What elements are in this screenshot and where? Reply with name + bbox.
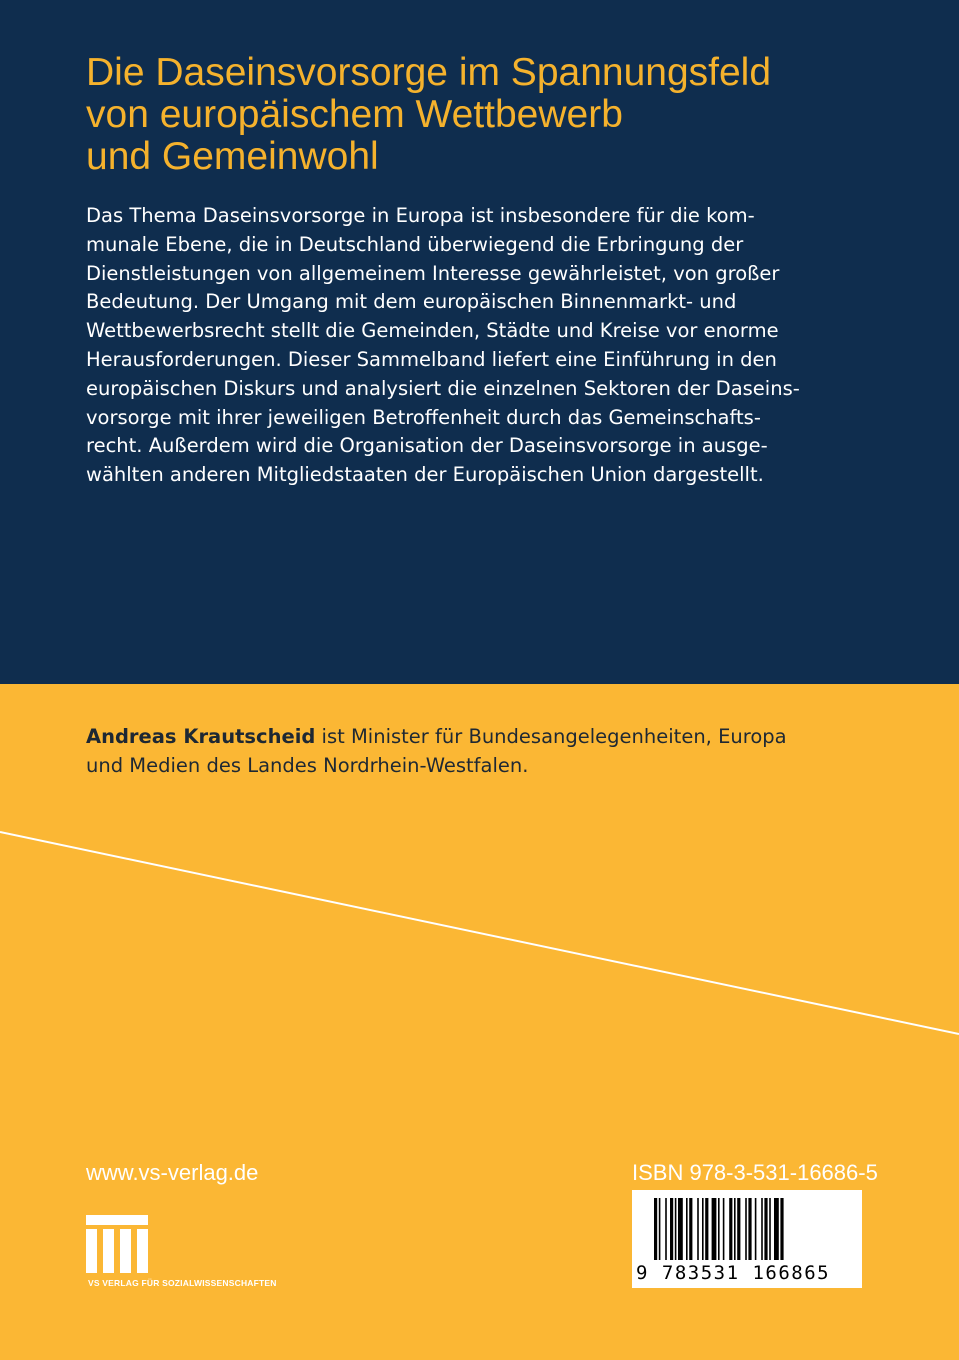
bio-text: ist Minister für Bundesangelegenheiten, Europa [315, 725, 787, 748]
barcode-bar [702, 1198, 704, 1260]
title-line: von europäischem Wettbewerb [86, 93, 623, 136]
barcode-bar [761, 1198, 763, 1260]
barcode-bar [755, 1198, 757, 1260]
description-line: wählten anderen Mitgliedstaaten der Europäischen Union dargestellt. [86, 463, 764, 487]
description-line: Dienstleistungen von allgemeinem Interesse gewährleistet, von großer [86, 261, 780, 285]
book-title [86, 52, 906, 178]
barcode-bar [729, 1198, 732, 1260]
book-description [86, 202, 876, 490]
barcode-bar [689, 1198, 692, 1260]
barcode [632, 1190, 862, 1288]
barcode-bar [764, 1198, 767, 1260]
barcode-bar [654, 1198, 657, 1260]
barcode-bar [675, 1198, 677, 1260]
barcode-bar [659, 1198, 661, 1260]
barcode-bar [748, 1198, 751, 1260]
description-line: Das Thema Daseinsvorsorge in Europa ist insbesondere für die kom- [86, 204, 755, 227]
publisher-name: VS VERLAG FÜR SOZIALWISSENSCHAFTEN [88, 1278, 277, 1288]
barcode-bar [697, 1198, 699, 1260]
description-line: munale Ebene, die in Deutschland überwiegend die Erbringung der [86, 232, 744, 256]
barcode-bar [734, 1198, 736, 1260]
bio-line: und Medien des Landes Nordrhein-Westfalen. [86, 754, 529, 777]
barcode-bars-icon [654, 1198, 840, 1260]
barcode-bar [686, 1198, 688, 1260]
barcode-bar [769, 1198, 771, 1260]
description-line: Bedeutung. Der Umgang mit dem europäischen Binnenmarkt- und [86, 290, 737, 314]
barcode-bar [718, 1198, 720, 1260]
barcode-bar [678, 1198, 683, 1260]
title-line: Die Daseinsvorsorge im Spannungsfeld [86, 51, 772, 94]
barcode-bar [705, 1198, 708, 1260]
barcode-bar [745, 1198, 747, 1260]
description-line: Herausforderungen. Dieser Sammelband liefert eine Einführung in den [86, 347, 777, 371]
barcode-bar [670, 1198, 673, 1260]
description-line: europäischen Diskurs und analysiert die einzelnen Sektoren der Daseins- [86, 376, 800, 400]
publisher-url[interactable]: www.vs-verlag.de [86, 1160, 259, 1185]
barcode-bar [737, 1198, 740, 1260]
publisher-logo-icon [86, 1215, 148, 1273]
isbn-label: ISBN 978-3-531-16686-5 [632, 1160, 878, 1185]
barcode-bar [712, 1198, 717, 1260]
description-line: vorsorge mit ihrer jeweiligen Betroffenheit durch das Gemeinschafts- [86, 405, 761, 429]
barcode-bar [780, 1198, 783, 1260]
description-line: recht. Außerdem wird die Organisation der Daseinsvorsorge in ausge- [86, 434, 768, 458]
barcode-bar [723, 1198, 725, 1260]
description-line: Wettbewerbsrecht stellt die Gemeinden, Städte und Kreise vor enorme [86, 319, 779, 343]
barcode-bar [665, 1198, 667, 1260]
barcode-bar [774, 1198, 779, 1260]
author-name: Andreas Krautscheid [86, 725, 316, 748]
barcode-digits: 9 783531 166865 [636, 1262, 831, 1284]
title-line: und Gemeinwohl [86, 135, 379, 178]
